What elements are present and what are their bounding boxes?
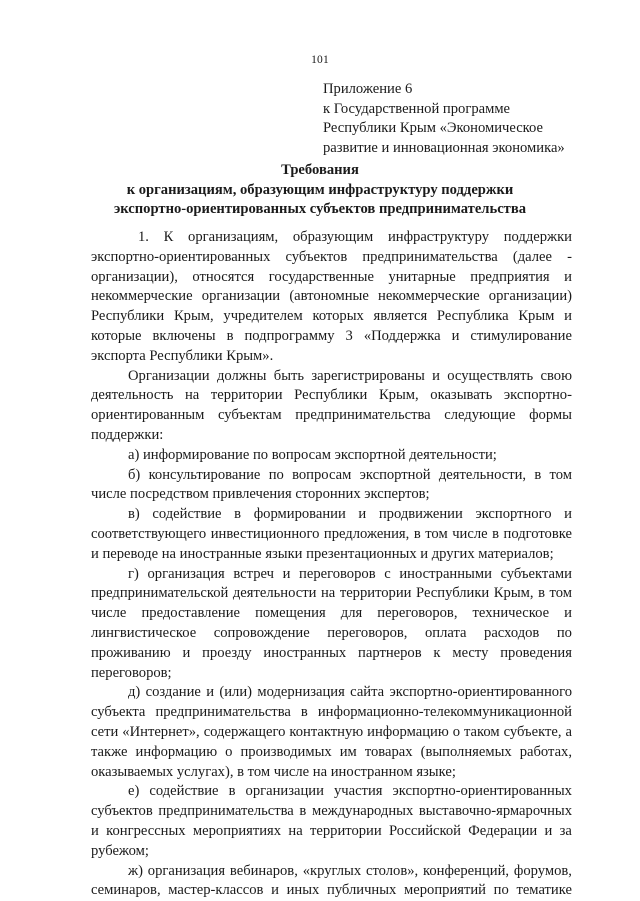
body-word: субъекта <box>91 704 146 721</box>
body-line <box>91 782 572 802</box>
appendix-header <box>323 80 565 158</box>
body-word: субъектами <box>500 565 572 582</box>
body-text: а) информирование по вопросам экспортной деятельности; <box>128 446 497 463</box>
body-line <box>91 881 572 901</box>
body-word: продвижении <box>378 506 463 523</box>
body-word: проезду <box>202 644 252 661</box>
body-word: экспортно-ориентированного <box>389 684 572 701</box>
body-word: и <box>358 506 367 523</box>
body-word: вопросам <box>292 466 352 483</box>
body-word: переговоров, <box>377 605 458 622</box>
body-word: содействие <box>152 506 222 523</box>
body-word: по <box>493 882 509 899</box>
body-word: и <box>544 822 553 839</box>
body-word: некоммерческие <box>91 288 193 305</box>
body-word: в <box>300 704 308 721</box>
body-word: оказывать <box>430 387 493 404</box>
body-word: и <box>182 644 191 661</box>
body-line <box>91 723 572 743</box>
document-title <box>0 161 640 220</box>
body-word: субъектам <box>217 407 282 424</box>
body-word: публичных <box>327 882 397 899</box>
body-line <box>91 446 572 466</box>
body-word: и <box>271 882 279 899</box>
body-word: числе <box>91 605 127 622</box>
body-line <box>91 624 572 644</box>
body-word: организациям, <box>188 229 279 245</box>
body-word: семинаров, <box>91 882 161 899</box>
body-text: переговоров; <box>91 664 172 681</box>
body-word: некоммерческие <box>378 288 480 305</box>
body-line <box>91 485 572 505</box>
appendix-line: Республики Крым «Экономическое <box>323 120 543 137</box>
body-word: партнеров <box>358 644 422 661</box>
body-word: субъектов <box>91 803 153 820</box>
body-line <box>91 386 572 406</box>
body-word: организации) <box>488 288 572 305</box>
body-word: деятельность <box>91 387 174 404</box>
body-word: д) <box>128 684 141 701</box>
body-word: К <box>163 229 174 245</box>
body-word: в <box>538 585 545 602</box>
body-line <box>91 545 572 565</box>
body-word: экспортно-ориентированных <box>91 248 271 265</box>
body-word: формировании <box>253 506 346 523</box>
body-line <box>91 763 572 783</box>
body-word: числе <box>452 525 488 542</box>
body-line <box>91 664 572 684</box>
body-line <box>91 822 572 842</box>
body-word: г) <box>128 565 139 582</box>
body-word: Республики <box>416 585 490 602</box>
body-word: помещения <box>255 605 326 622</box>
body-word: также <box>91 743 128 760</box>
document-body <box>91 228 572 901</box>
body-word: инфраструктуру <box>387 229 490 245</box>
body-word: переговоров, <box>327 624 408 641</box>
body-line <box>91 466 572 486</box>
body-word: Республики <box>91 308 165 325</box>
body-word: предпринимательства <box>158 803 294 820</box>
body-word: а <box>565 723 572 740</box>
body-word: конференций, <box>423 862 510 879</box>
body-word: техническое <box>472 605 550 622</box>
body-word: на <box>288 822 303 839</box>
body-word: территории <box>339 585 412 602</box>
body-word: в <box>234 506 242 523</box>
body-word: за <box>559 822 572 839</box>
body-word: на <box>320 585 336 602</box>
body-word: по <box>556 624 572 641</box>
body-line <box>91 525 572 545</box>
body-word: производимых <box>240 743 332 760</box>
body-word: предприятия <box>470 268 550 285</box>
body-line <box>91 367 572 387</box>
body-word: Крым, <box>173 308 214 325</box>
appendix-line: развитие и инновационная экономика» <box>323 139 565 156</box>
body-word: сети <box>91 723 119 740</box>
body-word: столов», <box>365 862 419 879</box>
body-word: предпринимательства <box>362 248 498 265</box>
body-word: экспортно-ориентированных <box>392 783 572 800</box>
body-word: территории <box>210 387 283 404</box>
body-word: (или) <box>219 684 252 701</box>
body-word: конгрессных <box>106 822 186 839</box>
body-word: стимулирование <box>470 327 572 344</box>
body-word: и <box>451 327 460 344</box>
body-line <box>91 268 572 288</box>
body-word: и <box>91 822 99 839</box>
body-line <box>91 644 572 664</box>
body-word: организации <box>201 288 281 305</box>
body-word: и <box>206 684 215 701</box>
body-word: е) <box>128 783 140 800</box>
body-word: по <box>268 466 284 483</box>
body-word: содействие <box>149 783 219 800</box>
body-line <box>91 584 572 604</box>
body-word: должны <box>216 367 267 384</box>
body-word: в <box>228 783 236 800</box>
body-word: проживанию <box>91 644 171 661</box>
body-word: которых <box>312 308 364 325</box>
body-text: числе посредством привлечения сторонних экспертов; <box>91 486 430 503</box>
body-word: Республики <box>294 387 368 404</box>
body-word: экспортного <box>475 506 552 523</box>
body-word: участия <box>333 783 383 800</box>
body-word: проведения <box>500 644 572 661</box>
body-line <box>91 505 572 525</box>
body-word: тематике <box>516 882 572 899</box>
body-word: Крым, <box>378 387 419 404</box>
body-word: иностранных <box>263 644 347 661</box>
body-word: иных <box>286 882 320 899</box>
body-word: формы <box>529 407 572 424</box>
body-line <box>91 248 572 268</box>
page-number: 101 <box>311 54 329 66</box>
body-line <box>91 347 572 367</box>
body-word: о <box>452 723 461 740</box>
body-word: информационно-телекоммуникационной <box>317 704 572 721</box>
body-word: поддержки <box>503 229 572 245</box>
body-word: с <box>384 565 391 582</box>
body-line <box>91 683 572 703</box>
body-line <box>91 327 572 347</box>
body-word: - <box>567 248 572 265</box>
body-word: для <box>340 605 363 622</box>
body-word: и <box>564 605 572 622</box>
body-word: предпринимательства <box>295 407 431 424</box>
body-word: экспортно- <box>503 387 572 404</box>
body-word: том <box>549 585 572 602</box>
body-word: соответствующего <box>91 525 207 542</box>
body-word: Организации <box>128 367 210 384</box>
body-text: и переводе на иностранные языки презентационных и других материалов; <box>91 545 554 562</box>
title-line: к организациям, образующим инфраструктуру поддержки <box>126 181 514 198</box>
body-line <box>91 287 572 307</box>
body-word: 3 <box>345 327 353 344</box>
body-word: расходов <box>484 624 540 641</box>
title-line: Требования <box>281 162 359 178</box>
body-word: следующие <box>444 407 516 424</box>
body-word: инвестиционного <box>210 525 320 542</box>
body-word: к <box>433 644 441 661</box>
body-word: контактную <box>289 723 364 740</box>
body-word: 1. <box>138 229 149 245</box>
body-word: лингвистическое <box>91 624 197 641</box>
body-word: и <box>282 565 291 582</box>
body-word: и <box>564 308 572 325</box>
body-word: экспортной <box>359 466 431 483</box>
body-word: унитарные <box>388 268 456 285</box>
body-word: которые <box>91 327 142 344</box>
body-word: иностранными <box>399 565 492 582</box>
body-word: вебинаров, <box>229 862 298 879</box>
body-line <box>91 307 572 327</box>
body-word: Федерации <box>468 822 538 839</box>
body-word: в) <box>128 506 140 523</box>
body-word: создание <box>145 684 201 701</box>
appendix-line: Приложение 6 <box>323 81 413 97</box>
body-word: территории <box>310 822 382 839</box>
body-word: б) <box>128 466 141 483</box>
body-line <box>91 862 572 882</box>
body-word: субъекте, <box>503 723 562 740</box>
body-word: организации <box>245 783 324 800</box>
body-line <box>91 703 572 723</box>
body-word: в <box>299 803 307 820</box>
body-word: в <box>226 327 234 344</box>
body-word: быть <box>273 367 305 384</box>
body-word: (далее <box>512 248 552 265</box>
body-word: и <box>564 506 572 523</box>
body-word: сайта <box>350 684 385 701</box>
body-word: организации), <box>91 268 178 285</box>
body-word: осуществлять <box>447 367 534 384</box>
body-word: «Поддержка <box>363 327 441 344</box>
body-word: свою <box>540 367 572 384</box>
body-word: «Интернет», <box>122 723 200 740</box>
body-text: поддержки: <box>91 426 164 443</box>
body-word: подготовке <box>503 525 572 542</box>
body-word: подпрограмму <box>244 327 335 344</box>
body-line <box>91 743 572 763</box>
body-text: экспорта Республики Крым». <box>91 347 274 364</box>
body-word: государственные <box>268 268 374 285</box>
body-text: оказываемых услугах), в том числе на иностранном языке; <box>91 763 456 780</box>
body-word: предоставление <box>141 605 241 622</box>
body-word: «круглых <box>302 862 362 879</box>
body-word: образующим <box>292 229 374 245</box>
body-word: форумов, <box>513 862 572 879</box>
body-word: субъектов <box>285 248 348 265</box>
body-word: месту <box>452 644 489 661</box>
body-line <box>91 842 572 862</box>
body-word: международных <box>311 803 414 820</box>
body-word: о <box>225 743 233 760</box>
body-word: Крым <box>518 308 555 325</box>
body-word: ж) <box>128 862 143 879</box>
body-word: ориентированным <box>91 407 205 424</box>
body-line <box>91 802 572 822</box>
body-word: в <box>534 466 542 483</box>
body-word: мастер-классов <box>168 882 264 899</box>
body-word: зарегистрированы <box>311 367 425 384</box>
body-word: в <box>492 525 500 542</box>
body-word: содержащего <box>203 723 286 740</box>
body-word: относятся <box>192 268 255 285</box>
body-line <box>91 406 572 426</box>
body-word: информацию <box>367 723 449 740</box>
body-word: сопровождение <box>213 624 310 641</box>
body-word: выставочно-ярмарочных <box>418 803 572 820</box>
body-word: модернизация <box>257 684 345 701</box>
body-word: в <box>413 525 421 542</box>
body-word: информацию <box>135 743 218 760</box>
body-line <box>91 426 572 446</box>
body-word: (автономные <box>289 288 369 305</box>
body-word: товарах <box>364 743 413 760</box>
body-word: включены <box>152 327 216 344</box>
body-line <box>91 604 572 624</box>
body-word: переговоров <box>299 565 376 582</box>
body-word: мероприятиях <box>192 822 282 839</box>
body-word: и <box>432 367 440 384</box>
body-word: встреч <box>233 565 274 582</box>
body-word: предпринимательства <box>155 704 291 721</box>
title-line: экспортно-ориентированных субъектов предпринимательства <box>113 201 527 218</box>
body-word: является <box>373 308 428 325</box>
body-text: рубежом; <box>91 842 149 859</box>
body-word: таком <box>463 723 500 740</box>
body-word: Республика <box>436 308 509 325</box>
body-word: том <box>425 525 448 542</box>
body-word: Российской <box>389 822 461 839</box>
body-word: на <box>184 387 200 404</box>
body-word: деятельности, <box>438 466 527 483</box>
body-word: Крым, <box>493 585 534 602</box>
body-word: организация <box>147 565 225 582</box>
body-word: работах, <box>519 743 572 760</box>
body-line <box>91 228 572 248</box>
body-word: им <box>339 743 357 760</box>
body-word: и <box>564 268 572 285</box>
body-word: деятельности <box>232 585 317 602</box>
body-word: том <box>549 466 572 483</box>
body-word: консультирование <box>148 466 261 483</box>
body-word: оплата <box>424 624 467 641</box>
body-word: (выполняемых <box>420 743 512 760</box>
body-word: организация <box>147 862 226 879</box>
body-word: учредителем <box>223 308 303 325</box>
body-word: предложения, <box>323 525 410 542</box>
body-word: предпринимательской <box>91 585 229 602</box>
body-line <box>91 565 572 585</box>
appendix-line: к Государственной программе <box>323 100 511 117</box>
body-word: мероприятий <box>404 882 486 899</box>
